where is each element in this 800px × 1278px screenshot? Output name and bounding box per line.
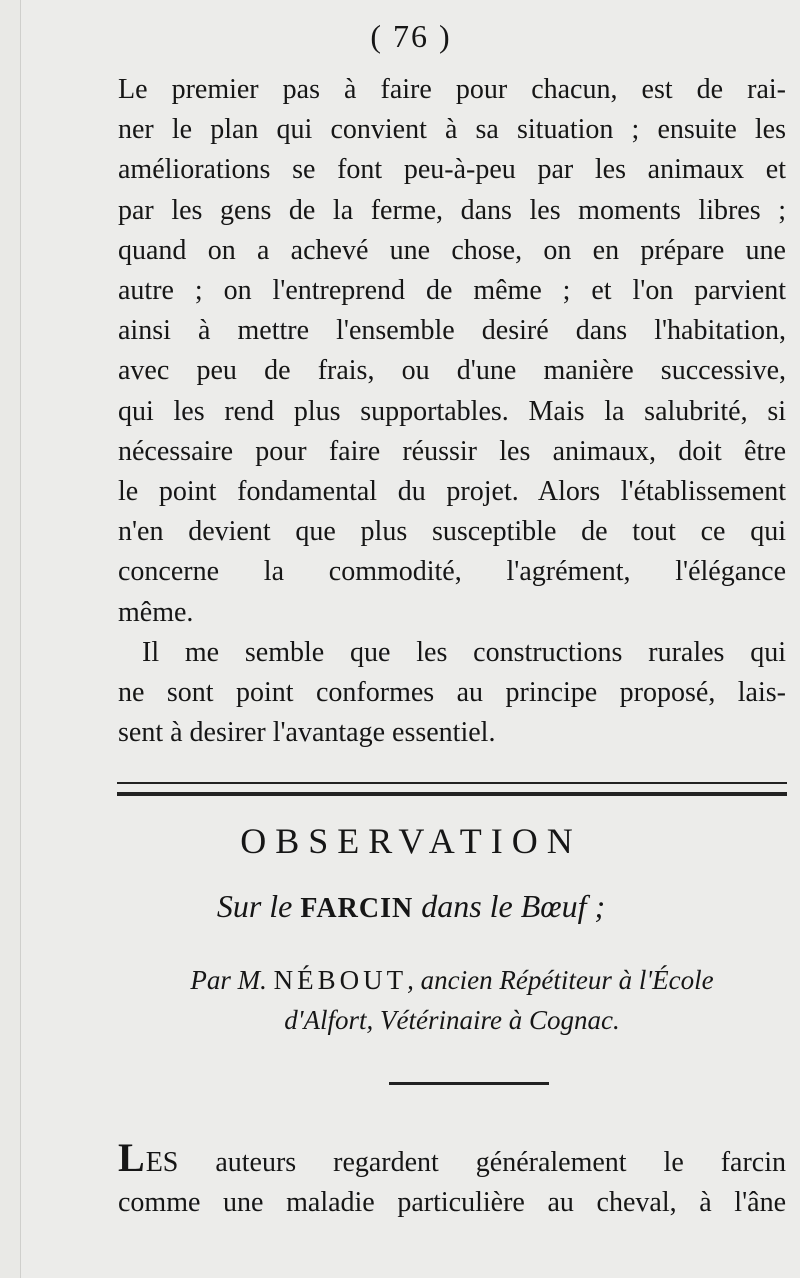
text-line: avec peu de frais, ou d'une manière successive,	[118, 355, 786, 387]
text-line: comme une maladie particulière au cheval, à l'âne	[118, 1187, 786, 1218]
byline-suffix: , ancien Répétiteur à l'École	[407, 965, 714, 995]
article-opening	[118, 1135, 786, 1223]
text-line	[118, 1135, 786, 1183]
text-line: ainsi à mettre l'ensemble desiré dans l'habitation,	[118, 315, 786, 347]
article-line-1-rest: ES auteurs regardent généralement le farcin	[145, 1147, 786, 1178]
text-line: améliorations se font peu-à-peu par les animaux et	[118, 154, 786, 186]
text-line: sent à desirer l'avantage essentiel.	[118, 717, 496, 749]
byline-line-2: d'Alfort, Vétérinaire à Cognac.	[284, 1005, 620, 1035]
subheading-text: dans le Bœuf ;	[413, 888, 606, 924]
text-line: quand on a achevé une chose, on en prépare une	[118, 234, 786, 266]
subheading-text: Sur le	[216, 888, 301, 924]
text-line: autre ; on l'entreprend de même ; et l'on parvient	[118, 275, 786, 307]
byline-line-1	[117, 960, 787, 1000]
section-subheading	[21, 888, 800, 925]
subheading-smallcaps: FARCIN	[300, 893, 414, 924]
text-line: Le premier pas à faire pour chacun, est de rai-	[118, 74, 786, 105]
section-divider	[117, 782, 787, 796]
author-byline	[117, 960, 787, 1040]
text-line: n'en devient que plus susceptible de tout ce qui	[118, 516, 786, 548]
text-line: ner le plan qui convient à sa situation ; ensuite les	[118, 114, 786, 146]
text-line: par les gens de la ferme, dans les moments libres ;	[118, 194, 786, 226]
text-line: nécessaire pour faire réussir les animaux, doit être	[118, 435, 786, 467]
text-line: Il me semble que les constructions rurales qui	[142, 636, 786, 668]
book-page	[20, 0, 800, 1278]
page-number: ( 76 )	[370, 18, 452, 54]
short-divider	[389, 1082, 549, 1085]
author-name: NÉBOUT	[273, 965, 408, 995]
text-line: qui les rend plus supportables. Mais la salubrité, si	[118, 395, 786, 427]
text-line: ne sont point conformes au principe proposé, lais-	[118, 677, 786, 709]
section-heading: OBSERVATION	[240, 821, 582, 861]
paragraph-1	[118, 70, 786, 753]
drop-cap: L	[118, 1135, 146, 1180]
text-line: même.	[118, 596, 194, 628]
text-line: le point fondamental du projet. Alors l'établissement	[118, 476, 786, 508]
text-line: concerne la commodité, l'agrément, l'élégance	[118, 556, 786, 588]
byline-prefix: Par M.	[190, 965, 274, 995]
